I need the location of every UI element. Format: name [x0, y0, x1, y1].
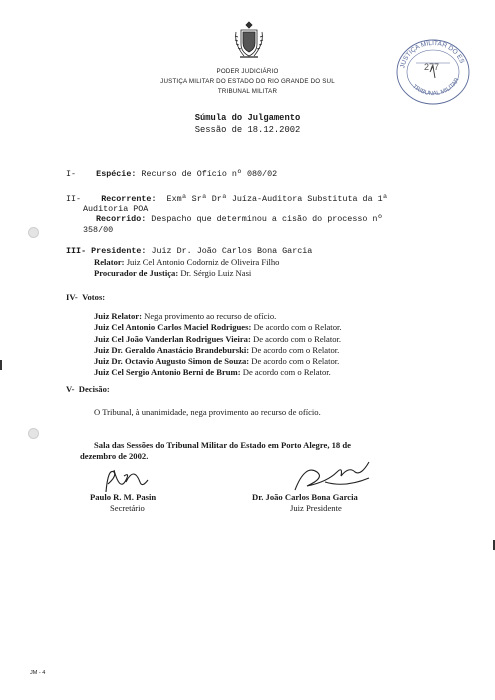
punch-hole	[28, 428, 39, 439]
vote-row	[94, 345, 339, 355]
tribunal-stamp	[394, 36, 472, 106]
vote-text: De acordo com o Relator.	[253, 334, 342, 344]
closing-line-1: Sala das Sessões do Tribunal Militar do Estado em Porto Alegre, 18 de	[94, 440, 351, 450]
closing-line-2: dezembro de 2002.	[80, 451, 149, 461]
vote-text: De acordo com o Relator.	[251, 356, 340, 366]
section-2-recorrente	[66, 194, 388, 204]
section-4-number: IV-	[66, 292, 78, 302]
document-title: Súmula do Julgamento	[194, 113, 301, 123]
stamp-number: 277	[424, 62, 440, 72]
stamp-ring-bottom: TRIBUNAL MILITAR	[411, 77, 461, 98]
vote-text: De acordo com o Relator.	[253, 322, 342, 332]
vote-row	[94, 322, 342, 332]
procurador-line	[94, 268, 251, 278]
vote-text: De acordo com o Relator.	[251, 345, 340, 355]
decisao-label: Decisão:	[78, 384, 110, 394]
vote-judge-name: Juiz Cel João Vanderlan Rodrigues Vieira:	[94, 334, 251, 344]
section-4-heading	[66, 292, 105, 302]
punch-hole	[28, 227, 39, 238]
recorrente-label: Recorrente:	[101, 194, 157, 204]
session-date: Sessão de 18.12.2002	[194, 125, 301, 135]
section-3-presidente	[66, 246, 312, 256]
section-1	[66, 169, 277, 179]
vote-text: De acordo com o Relator.	[242, 367, 331, 377]
recorrente-text-1: Exmª Srª Drª Juíza-Auditora Substituta da 1ª	[166, 194, 388, 204]
vote-row	[94, 367, 331, 377]
vote-row	[94, 334, 341, 344]
right-signer-name: Dr. João Carlos Bona Garcia	[252, 492, 358, 502]
vote-row	[94, 311, 276, 321]
header-line-3: TRIBUNAL MILITAR	[217, 88, 278, 95]
section-1-number: I-	[66, 169, 77, 179]
section-1-label: Espécie:	[96, 169, 137, 179]
vote-judge-name: Juiz Dr. Geraldo Anastácio Brandeburski:	[94, 345, 250, 355]
recorrente-text-2: Auditoria POA	[83, 204, 149, 214]
section-1-text: Recurso de Ofício nº 080/02	[141, 169, 278, 179]
recorrido-text-2: 358/00	[83, 225, 114, 235]
vote-judge-name: Juiz Dr. Octavio Augusto Simon de Souza:	[94, 356, 250, 366]
procurador-text: Dr. Sérgio Luiz Nasi	[180, 268, 252, 278]
vote-judge-name: Juiz Cel Antonio Carlos Maciel Rodrigues:	[94, 322, 252, 332]
header-line-2: JUSTIÇA MILITAR DO ESTADO DO RIO GRANDE DO SUL	[160, 78, 335, 85]
scan-edge-mark	[0, 360, 2, 370]
relator-text: Juiz Cel Antonio Codorniz de Oliveira Filho	[126, 257, 280, 267]
vote-row	[94, 356, 339, 366]
left-signer-role: Secretário	[110, 503, 145, 513]
section-5-number: V-	[66, 384, 75, 394]
presidente-label: Presidente:	[91, 246, 147, 256]
coat-of-arms-icon	[232, 20, 266, 60]
section-5-heading	[66, 384, 110, 394]
section-3-number: III-	[66, 246, 87, 256]
presidente-text: Juiz Dr. João Carlos Bona Garcia	[151, 246, 313, 256]
header-line-1: PODER JUDICIÁRIO	[216, 68, 279, 75]
section-2-recorrido	[96, 214, 383, 224]
recorrido-text-1: Despacho que determinou a cisão do processo nº	[151, 214, 383, 224]
right-signer-role: Juiz Presidente	[290, 503, 342, 513]
vote-judge-name: Juiz Relator:	[94, 311, 142, 321]
votos-label: Votos:	[82, 292, 106, 302]
section-2-number: II-	[66, 194, 82, 204]
relator-label: Relator:	[94, 257, 125, 267]
relator-line	[94, 257, 279, 267]
left-signer-name: Paulo R. M. Pasin	[90, 492, 157, 502]
decision-text: O Tribunal, à unanimidade, nega provimento ao recurso de ofício.	[94, 407, 321, 417]
vote-text: Nega provimento ao recurso de ofício.	[144, 311, 277, 321]
vote-judge-name: Juiz Cel Sergio Antonio Berni de Brum:	[94, 367, 241, 377]
procurador-label: Procurador de Justiça:	[94, 268, 179, 278]
recorrido-label: Recorrido:	[96, 214, 147, 224]
footer-code: JM - 4	[30, 670, 46, 676]
stamp-ring-top: JUSTIÇA MILITAR DO ES	[399, 39, 466, 69]
